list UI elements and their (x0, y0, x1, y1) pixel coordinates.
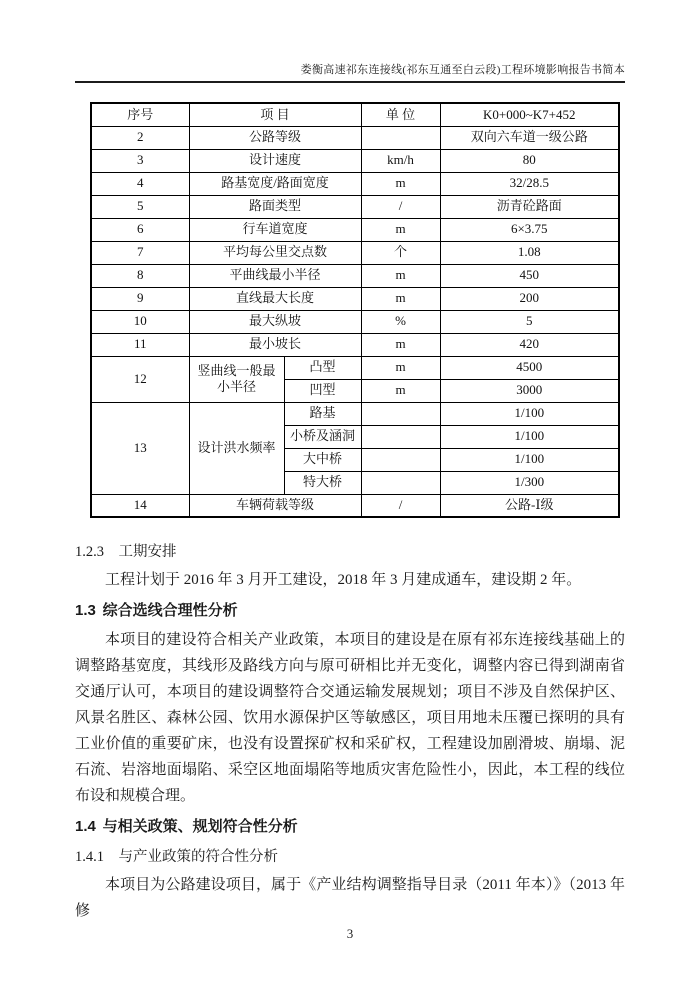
cell-value: 450 (440, 264, 619, 287)
cell-unit (361, 126, 440, 149)
table-row (91, 310, 619, 333)
road-parameters-table (90, 102, 620, 518)
cell-no: 11 (91, 333, 189, 356)
cell-value: 沥青砼路面 (440, 195, 619, 218)
cell-subitem: 路基 (284, 402, 361, 425)
cell-no: 13 (91, 402, 189, 494)
cell-no: 14 (91, 494, 189, 517)
cell-item: 公路等级 (189, 126, 361, 149)
section-heading-1-4-1 (75, 848, 625, 866)
cell-no: 9 (91, 287, 189, 310)
cell-item: 车辆荷载等级 (189, 494, 361, 517)
cell-no: 5 (91, 195, 189, 218)
cell-value: 1/100 (440, 448, 619, 471)
cell-item: 平曲线最小半径 (189, 264, 361, 287)
running-header (75, 0, 625, 83)
table-row (91, 195, 619, 218)
table-row (91, 149, 619, 172)
cell-unit: m (361, 333, 440, 356)
col-header-unit: 单 位 (361, 103, 440, 126)
paragraph-schedule: 工程计划于 2016 年 3 月开工建设，2018 年 3 月建成通车，建设期 2 年。 (105, 572, 582, 588)
cell-unit: m (361, 172, 440, 195)
col-header-value: K0+000~K7+452 (440, 103, 619, 126)
cell-value: 200 (440, 287, 619, 310)
table-row (91, 333, 619, 356)
cell-value: 公路-Ⅰ级 (440, 494, 619, 517)
cell-unit: % (361, 310, 440, 333)
cell-value: 420 (440, 333, 619, 356)
cell-value: 1/100 (440, 425, 619, 448)
section-number: 1.4.1 (75, 849, 104, 865)
table-row (91, 241, 619, 264)
cell-no: 8 (91, 264, 189, 287)
table-row (91, 126, 619, 149)
cell-value: 4500 (440, 356, 619, 379)
section-title: 工期安排 (118, 544, 177, 560)
cell-unit: km/h (361, 149, 440, 172)
cell-unit: m (361, 264, 440, 287)
cell-unit: / (361, 494, 440, 517)
col-header-no: 序号 (91, 103, 189, 126)
running-header-text: 娄衡高速祁东连接线(祁东互通至白云段)工程环境影响报告书简本 (300, 64, 625, 76)
cell-no: 2 (91, 126, 189, 149)
cell-unit: m (361, 356, 440, 379)
table-row (91, 218, 619, 241)
table-row (91, 264, 619, 287)
cell-unit (361, 471, 440, 494)
cell-item: 设计速度 (189, 149, 361, 172)
cell-subitem: 凸型 (284, 356, 361, 379)
table-row (91, 287, 619, 310)
cell-no: 6 (91, 218, 189, 241)
cell-value: 32/28.5 (440, 172, 619, 195)
section-heading-1-4 (75, 817, 625, 837)
section-heading-1-2-3 (75, 543, 625, 561)
col-header-item: 项 目 (189, 103, 361, 126)
cell-subitem: 小桥及涵洞 (284, 425, 361, 448)
cell-item: 直线最大长度 (189, 287, 361, 310)
cell-value: 1/100 (440, 402, 619, 425)
cell-no: 7 (91, 241, 189, 264)
cell-item: 行车道宽度 (189, 218, 361, 241)
page-number: 3 (346, 926, 354, 941)
cell-unit (361, 425, 440, 448)
section-heading-1-3 (75, 601, 625, 621)
cell-no: 12 (91, 356, 189, 402)
cell-item: 平均每公里交点数 (189, 241, 361, 264)
cell-item: 设计洪水频率 (189, 402, 284, 494)
cell-unit: m (361, 218, 440, 241)
cell-value: 双向六车道一级公路 (440, 126, 619, 149)
cell-unit (361, 402, 440, 425)
table-header-row (91, 103, 619, 126)
paragraph-industry-policy: 本项目为公路建设项目，属于《产业结构调整指导目录（2011 年本）》（2013 年修 (75, 877, 625, 919)
section-title: 综合选线合理性分析 (102, 602, 238, 619)
cell-item: 最大纵坡 (189, 310, 361, 333)
cell-item: 路基宽度/路面宽度 (189, 172, 361, 195)
section-title: 与相关政策、规划符合性分析 (102, 818, 298, 835)
cell-no: 4 (91, 172, 189, 195)
cell-value: 5 (440, 310, 619, 333)
table-row-12a (91, 356, 619, 379)
table-section (0, 102, 700, 518)
cell-value: 3000 (440, 379, 619, 402)
table-row (91, 172, 619, 195)
cell-unit: m (361, 287, 440, 310)
paragraph-route-analysis: 本项目的建设符合相关产业政策，本项目的建设是在原有祁东连接线基础上的调整路基宽度，其线形及路线方向与原可研相比并无变化，调整内容已得到湖南省交通厅认可，本项目的建设调整符合交通运输发展规划；项目不涉及自然保护区、风景名胜区、森林公园、饮用水源保护区等敏感区，项目用地未压覆已探明的具有工业价值的重要矿床，也没有设置探矿权和采矿权，工程建设加剧滑坡、崩塌、泥石流、岩溶地面塌陷、采空区地面塌陷等地质灾害危险性小，因此，本工程的线位布设和规模合理。 (75, 632, 625, 804)
cell-subitem: 特大桥 (284, 471, 361, 494)
cell-item: 最小坡长 (189, 333, 361, 356)
table-row-14 (91, 494, 619, 517)
section-number: 1.2.3 (75, 544, 104, 560)
cell-item: 竖曲线一般最小半径 (189, 356, 284, 402)
cell-subitem: 大中桥 (284, 448, 361, 471)
body-text-area (0, 543, 700, 924)
cell-value: 1/300 (440, 471, 619, 494)
cell-value: 6×3.75 (440, 218, 619, 241)
section-number: 1.4 (75, 818, 96, 835)
cell-unit: 个 (361, 241, 440, 264)
cell-unit (361, 448, 440, 471)
cell-unit: / (361, 195, 440, 218)
cell-item: 路面类型 (189, 195, 361, 218)
cell-unit: m (361, 379, 440, 402)
cell-value: 80 (440, 149, 619, 172)
cell-value: 1.08 (440, 241, 619, 264)
cell-subitem: 凹型 (284, 379, 361, 402)
section-number: 1.3 (75, 602, 96, 619)
cell-no: 10 (91, 310, 189, 333)
table-row-13a (91, 402, 619, 425)
section-title: 与产业政策的符合性分析 (118, 849, 278, 865)
cell-no: 3 (91, 149, 189, 172)
